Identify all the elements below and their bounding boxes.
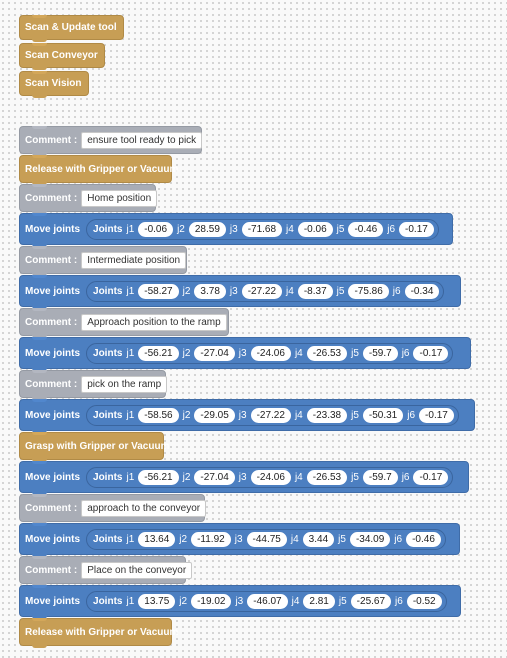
j1-value[interactable]: 13.64 — [138, 532, 175, 547]
j4-label: j4 — [290, 533, 299, 545]
j2-value[interactable]: -19.02 — [191, 594, 231, 609]
j4-label: j4 — [294, 471, 303, 483]
j1-value[interactable]: -56.21 — [138, 346, 178, 361]
j5-value[interactable]: -75.86 — [348, 284, 388, 299]
j6-label: j6 — [401, 471, 410, 483]
move-joints-block[interactable] — [19, 213, 453, 245]
j5-label: j5 — [351, 471, 359, 483]
j5-value[interactable]: -50.31 — [363, 408, 403, 423]
j1-value[interactable]: -58.56 — [138, 408, 178, 423]
comment-label: Comment : — [25, 134, 78, 146]
j3-label: j3 — [229, 285, 238, 297]
comment-text-field[interactable]: Home position — [81, 190, 157, 207]
j2-label: j2 — [182, 409, 191, 421]
comment-text-field[interactable]: approach to the conveyor — [81, 500, 206, 517]
j4-value[interactable]: 2.81 — [303, 594, 334, 609]
move-joints-block[interactable] — [19, 399, 475, 431]
j2-label: j2 — [179, 533, 188, 545]
comment-block[interactable] — [19, 370, 166, 398]
move-joints-label: Move joints — [25, 347, 81, 359]
j5-label: j5 — [336, 285, 345, 297]
j2-label: j2 — [182, 285, 191, 297]
j5-label: j5 — [351, 409, 359, 421]
joints-input-group — [86, 529, 446, 550]
comment-text-field[interactable]: Intermediate position — [81, 252, 186, 269]
j2-value[interactable]: 3.78 — [194, 284, 225, 299]
release-gripper-block[interactable] — [19, 155, 179, 183]
j5-value[interactable]: -34.09 — [350, 532, 390, 547]
j4-value[interactable]: -23.38 — [307, 408, 347, 423]
scan-vision-block[interactable] — [19, 71, 89, 96]
j6-value[interactable]: -0.17 — [399, 222, 434, 237]
j5-value[interactable]: -0.46 — [348, 222, 383, 237]
j4-label: j4 — [286, 285, 294, 297]
move-joints-label: Move joints — [25, 285, 81, 297]
j3-label: j3 — [229, 223, 238, 235]
joints-label: Joints — [93, 409, 123, 421]
j3-value[interactable]: -44.75 — [247, 532, 287, 547]
block-label: Scan Conveyor — [25, 50, 98, 61]
joints-label: Joints — [93, 533, 123, 545]
j1-value[interactable]: -56.21 — [138, 470, 178, 485]
comment-label: Comment : — [25, 192, 78, 204]
comment-text-field[interactable]: ensure tool ready to pick — [81, 132, 202, 149]
move-joints-label: Move joints — [25, 471, 81, 483]
j2-label: j2 — [182, 347, 191, 359]
j5-value[interactable]: -25.67 — [351, 594, 391, 609]
j3-value[interactable]: -71.68 — [242, 222, 282, 237]
j1-label: j1 — [126, 533, 135, 545]
j3-value[interactable]: -27.22 — [242, 284, 282, 299]
comment-text-field[interactable]: Approach position to the ramp — [81, 314, 226, 331]
j1-value[interactable]: -0.06 — [138, 222, 173, 237]
block-label: Grasp with Gripper or Vacuum — [25, 440, 170, 452]
block-label: Scan Vision — [25, 78, 82, 89]
release-gripper-block[interactable] — [19, 618, 179, 646]
j4-value[interactable]: -26.53 — [307, 346, 347, 361]
comment-block[interactable] — [19, 494, 205, 522]
joints-input-group — [86, 219, 439, 240]
j4-value[interactable]: -0.06 — [298, 222, 333, 237]
move-joints-label: Move joints — [25, 223, 81, 235]
j4-label: j4 — [286, 223, 294, 235]
comment-text-field[interactable]: Place on the conveyor — [81, 562, 192, 579]
j6-label: j6 — [395, 595, 403, 607]
j4-label: j4 — [294, 409, 303, 421]
j2-label: j2 — [182, 471, 191, 483]
comment-block[interactable] — [19, 556, 186, 584]
move-joints-block[interactable] — [19, 461, 469, 493]
comment-block[interactable] — [19, 308, 229, 336]
move-joints-label: Move joints — [25, 533, 81, 545]
j6-value[interactable]: -0.52 — [407, 594, 442, 609]
j4-label: j4 — [294, 347, 303, 359]
j5-label: j5 — [338, 533, 346, 545]
j1-label: j1 — [126, 409, 135, 421]
block-label: Release with Gripper or Vacuum — [25, 626, 179, 638]
joints-input-group — [86, 405, 459, 426]
j1-label: j1 — [126, 595, 135, 607]
joints-input-group — [86, 343, 453, 364]
j5-label: j5 — [338, 595, 347, 607]
move-joints-block[interactable] — [19, 523, 460, 555]
j5-value[interactable]: -59.7 — [363, 470, 398, 485]
j6-value[interactable]: -0.34 — [405, 284, 440, 299]
joints-label: Joints — [93, 595, 123, 607]
comment-block[interactable] — [19, 246, 187, 274]
j1-label: j1 — [126, 223, 135, 235]
j1-label: j1 — [126, 347, 135, 359]
move-joints-label: Move joints — [25, 409, 81, 421]
joints-label: Joints — [93, 223, 123, 235]
joints-input-group — [86, 591, 447, 612]
j6-label: j6 — [394, 533, 403, 545]
joints-label: Joints — [93, 285, 123, 297]
j3-value[interactable]: -46.07 — [247, 594, 287, 609]
j6-label: j6 — [407, 409, 416, 421]
j5-label: j5 — [351, 347, 359, 359]
j4-value[interactable]: 3.44 — [303, 532, 334, 547]
joints-label: Joints — [93, 347, 123, 359]
j2-value[interactable]: 28.59 — [189, 222, 226, 237]
j5-label: j5 — [336, 223, 345, 235]
block-label: Release with Gripper or Vacuum — [25, 163, 179, 175]
j4-label: j4 — [291, 595, 300, 607]
j4-value[interactable]: -8.37 — [298, 284, 333, 299]
j2-value[interactable]: -27.04 — [194, 470, 234, 485]
move-joints-label: Move joints — [25, 595, 81, 607]
j6-label: j6 — [401, 347, 410, 359]
j1-label: j1 — [126, 471, 135, 483]
joints-input-group — [86, 281, 444, 302]
comment-label: Comment : — [25, 254, 78, 266]
move-joints-block[interactable] — [19, 275, 461, 307]
j3-value[interactable]: -24.06 — [251, 346, 291, 361]
j3-label: j3 — [234, 533, 243, 545]
j3-label: j3 — [235, 595, 244, 607]
comment-label: Comment : — [25, 316, 78, 328]
j3-value[interactable]: -27.22 — [251, 408, 291, 423]
move-joints-block[interactable] — [19, 337, 471, 369]
j2-value[interactable]: -11.92 — [191, 532, 231, 547]
j1-label: j1 — [126, 285, 135, 297]
grasp-gripper-block[interactable] — [19, 432, 170, 460]
j3-label: j3 — [238, 409, 247, 421]
j2-label: j2 — [177, 223, 185, 235]
joints-input-group — [86, 467, 453, 488]
j2-value[interactable]: -29.05 — [194, 408, 234, 423]
j6-value[interactable]: -0.17 — [413, 346, 448, 361]
j3-value[interactable]: -24.06 — [251, 470, 291, 485]
joints-label: Joints — [93, 471, 123, 483]
j6-value[interactable]: -0.46 — [406, 532, 441, 547]
j1-value[interactable]: 13.75 — [138, 594, 175, 609]
comment-text-field[interactable]: pick on the ramp — [81, 376, 167, 393]
scan-conveyor-block[interactable] — [19, 43, 105, 68]
j6-label: j6 — [392, 285, 401, 297]
j2-label: j2 — [179, 595, 188, 607]
block-label: Scan & Update tool — [25, 22, 117, 33]
comment-label: Comment : — [25, 378, 78, 390]
j4-value[interactable]: -26.53 — [307, 470, 347, 485]
scan-update-tool-block[interactable] — [19, 15, 124, 40]
j3-label: j3 — [238, 471, 247, 483]
move-joints-block[interactable] — [19, 585, 461, 617]
j1-value[interactable]: -58.27 — [138, 284, 178, 299]
j6-value[interactable]: -0.17 — [413, 470, 448, 485]
j3-label: j3 — [238, 347, 247, 359]
comment-label: Comment : — [25, 564, 78, 576]
j2-value[interactable]: -27.04 — [194, 346, 234, 361]
comment-label: Comment : — [25, 502, 78, 514]
comment-block[interactable] — [19, 126, 202, 154]
j6-value[interactable]: -0.17 — [419, 408, 454, 423]
comment-block[interactable] — [19, 184, 156, 212]
j6-label: j6 — [387, 223, 396, 235]
j5-value[interactable]: -59.7 — [363, 346, 398, 361]
